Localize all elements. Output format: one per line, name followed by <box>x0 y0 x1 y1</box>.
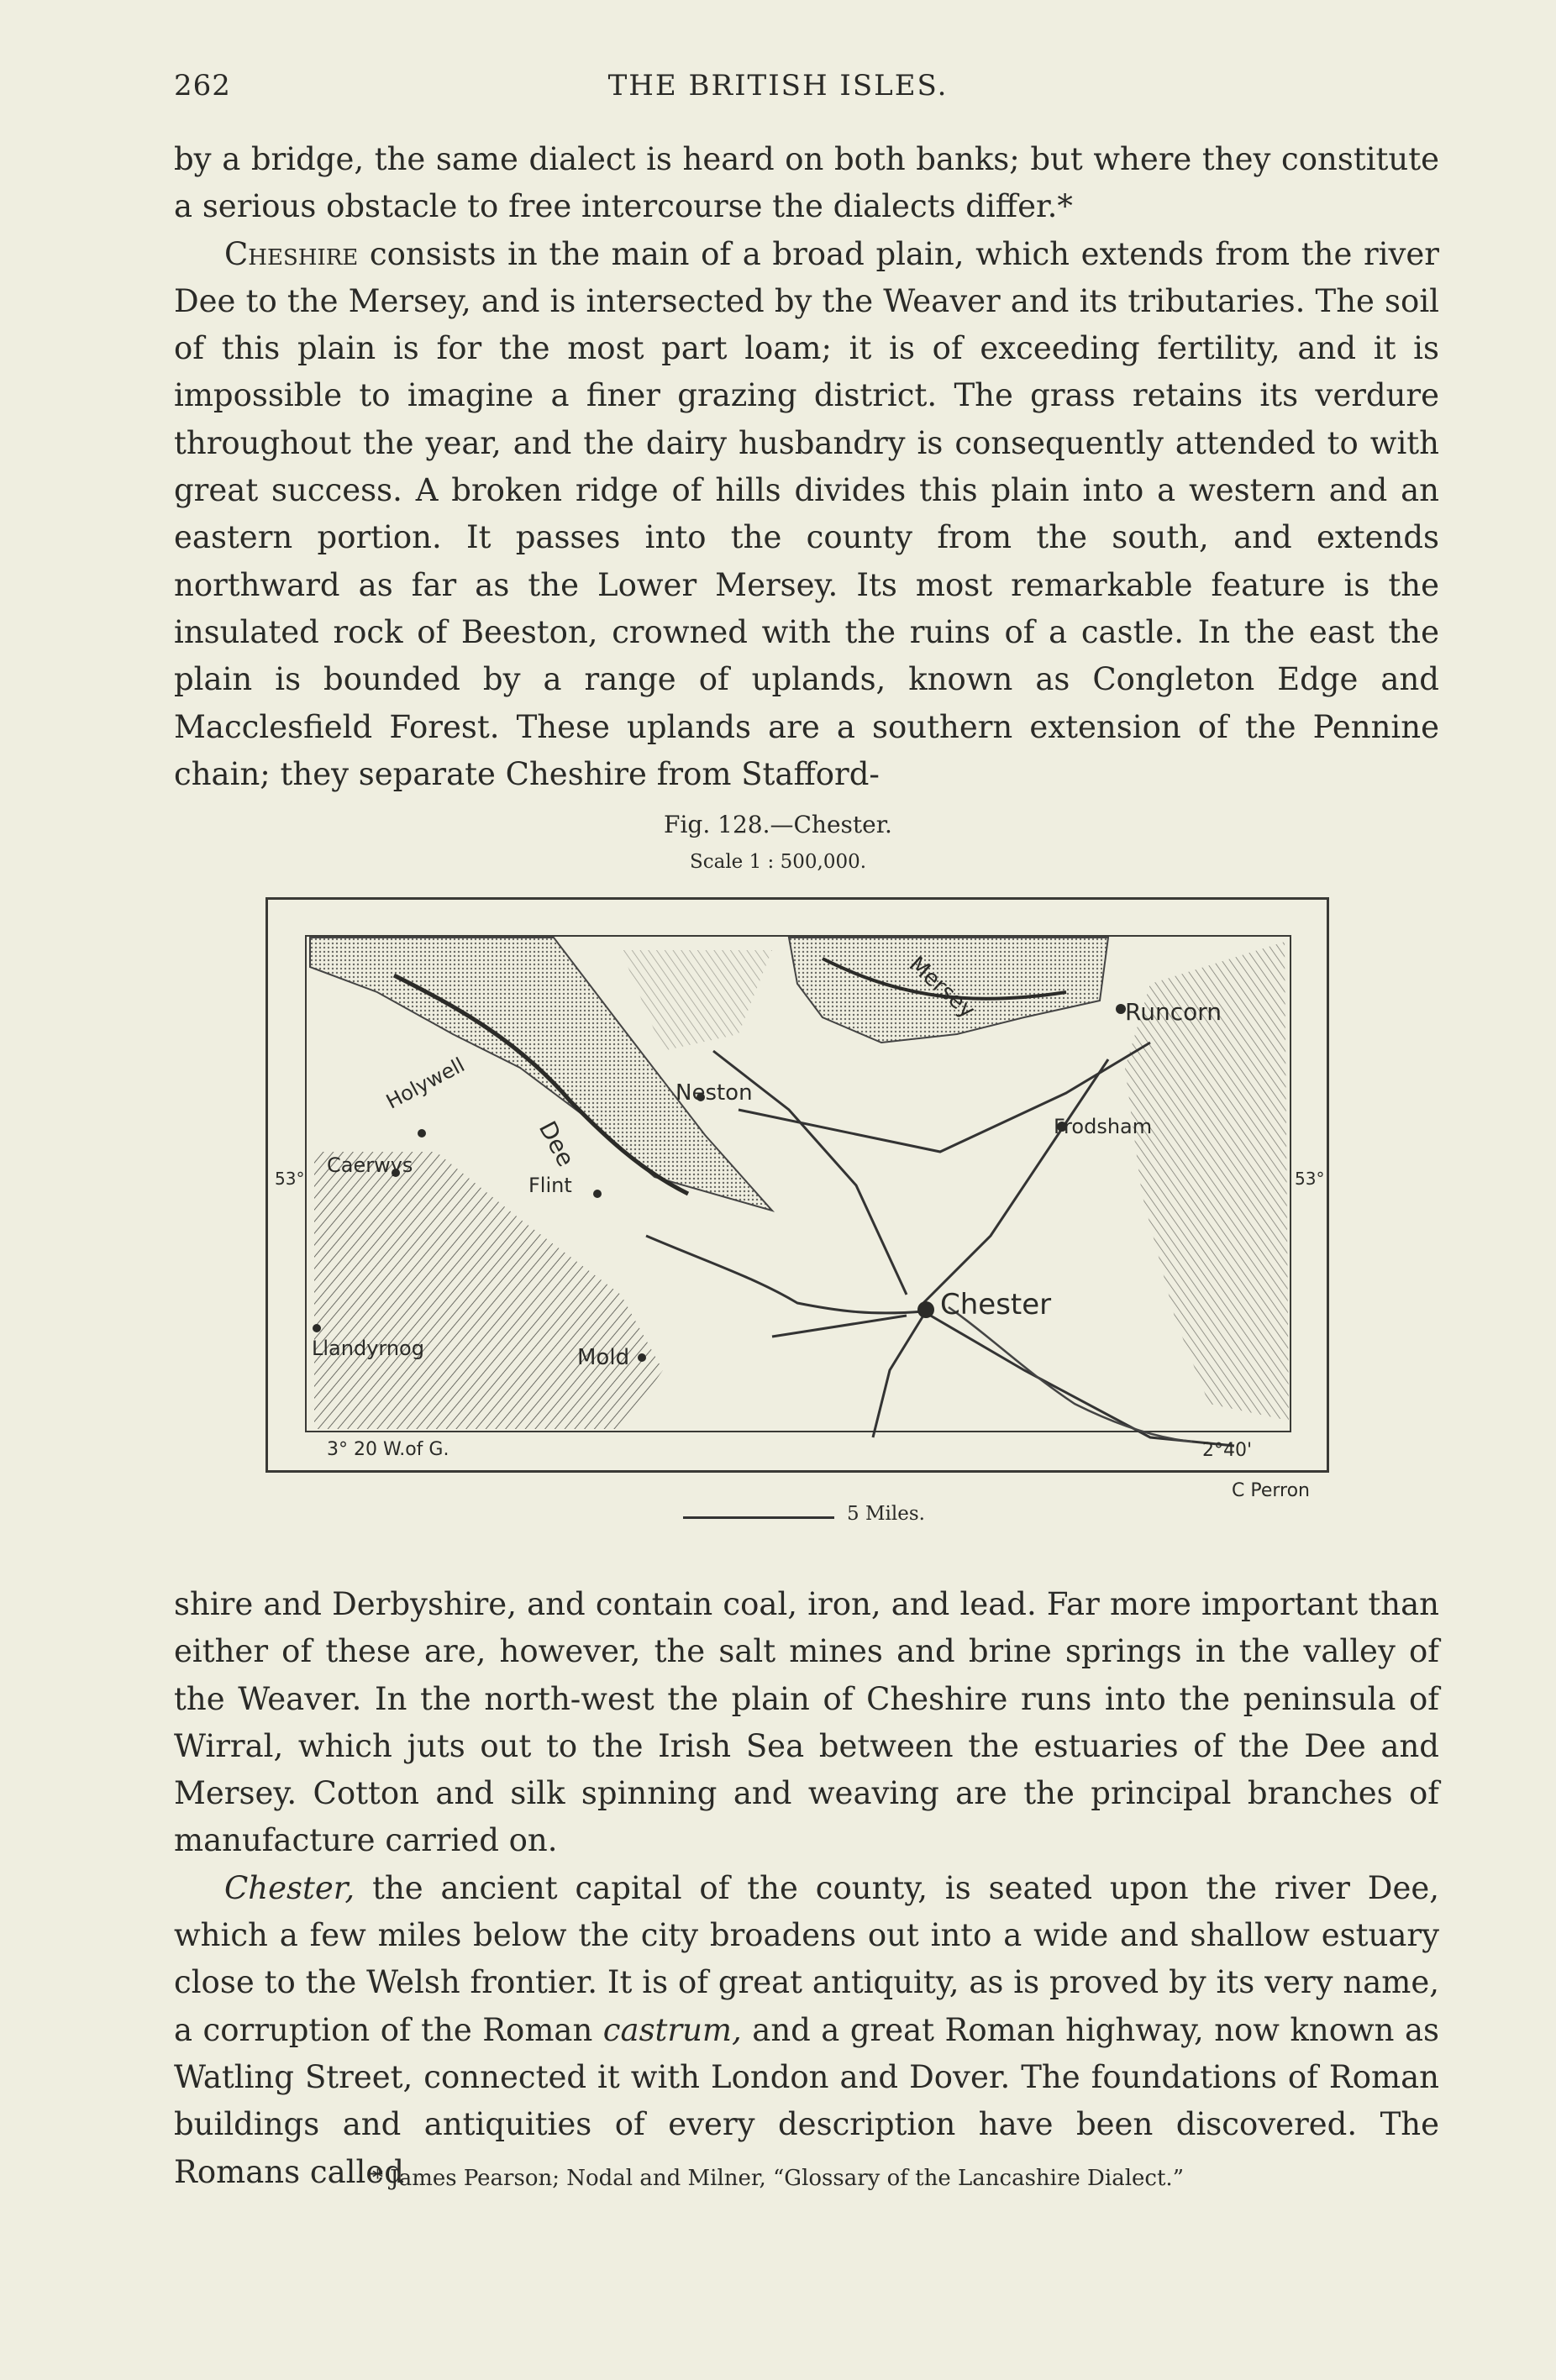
figure-caption: Fig. 128.—Chester. <box>664 811 892 838</box>
label-lat-left: 53° <box>275 1169 305 1189</box>
label-mersey: Mersey <box>903 952 980 1024</box>
text-block-bottom <box>174 1581 1439 2196</box>
mold-marker <box>638 1353 646 1362</box>
chester-marker <box>917 1301 934 1318</box>
label-dee: Dee <box>533 1116 581 1171</box>
label-lat-right: 53° <box>1295 1169 1325 1189</box>
footnote: * James Pearson; Nodal and Milner, “Glossary of the Lancashire Dialect.” <box>372 2166 1184 2191</box>
castrum-word: castrum, <box>602 2011 742 2048</box>
rail-line-6 <box>873 1316 923 1437</box>
label-mold: Mold <box>577 1345 630 1370</box>
figure-scale: Scale 1 : 500,000. <box>689 851 867 873</box>
page-header <box>0 69 1556 119</box>
text-block-top <box>174 136 1439 798</box>
label-caerwys: Caerwys <box>327 1153 413 1177</box>
scale-bar-line <box>683 1516 834 1519</box>
llandyrnog-marker <box>313 1324 321 1332</box>
rail-line-4 <box>923 1059 1108 1303</box>
map-credit: C Perron <box>1232 1480 1310 1501</box>
label-runcorn: Runcorn <box>1125 998 1222 1026</box>
label-lon-left: 3° 20 W.of G. <box>327 1439 449 1460</box>
holywell-marker <box>418 1129 426 1137</box>
label-frodsham: Frodsham <box>1054 1115 1153 1138</box>
running-title: THE BRITISH ISLES. <box>607 69 949 102</box>
map-illustration <box>268 900 1327 1470</box>
flint-marker <box>593 1190 602 1198</box>
rail-line-1 <box>646 1236 923 1313</box>
paragraph-1: by a bridge, the same dialect is heard on both banks; but where they constitute a serious obstacle to free intercourse the dialects differ.* <box>174 141 1439 225</box>
rail-line-7 <box>772 1316 907 1337</box>
label-neston: Neston <box>675 1080 753 1106</box>
wirral-hills <box>621 950 772 1051</box>
page-number: 262 <box>174 69 231 102</box>
label-chester: Chester <box>940 1288 1052 1321</box>
paragraph-3: shire and Derbyshire, and contain coal, iron, and lead. Far more important than either of these are, however, the salt mines and brine springs in the valley of the Weaver. In the north-west the plain of Cheshire runs into the peninsula of Wirral, which juts out to the Irish Sea between the estuaries of the Dee and Mersey. Cotton and silk spinning and weaving are the principal branches of manufacture carried on. <box>174 1586 1439 1859</box>
cheshire-lead: Cheshire <box>224 235 359 272</box>
paragraph-4-text-1: the ancient capital of the county, is seated upon the river Dee, which a few miles below the city broadens out into a wide and shallow estuary close to the Welsh frontier. It is of great antiquity, as is proved by its very name, a corruption of the Roman <box>174 1869 1439 2048</box>
paragraph-2 <box>174 231 1439 799</box>
label-flint: Flint <box>528 1174 572 1197</box>
map-figure <box>265 897 1329 1473</box>
label-lon-right: 2°40' <box>1202 1440 1253 1461</box>
label-holywell: Holywell <box>382 1053 469 1114</box>
chester-lead: Chester, <box>224 1869 355 1906</box>
dee-river-upper <box>949 1307 1192 1442</box>
label-llandyrnog: Llandyrnog <box>312 1337 424 1360</box>
welsh-hills <box>314 1152 663 1429</box>
paragraph-4 <box>174 1865 1439 2196</box>
paragraph-2-text: consists in the main of a broad plain, which extends from the river Dee to the Mersey, and is intersected by the Weaver and its tributaries. The soil of this plain is for the most part loam; it is of exceeding fertility, and it is impossible to imagine a finer grazing district. The grass retains its verdure throughout the year, and the dairy husbandry is consequently attended to with great success. A broken ridge of hills divides this plain into a western and an eastern portion. It passes into the county from the south, and extends northward as far as the Lower Mersey. Its most remarkable feature is the insulated rock of Beeston, crowned with the ruins of a castle. In the east the plain is bounded by a range of uplands, known as Congleton Edge and Macclesfield Forest. These uplands are a southern extension of the Pennine chain; they separate Cheshire from Stafford- <box>174 235 1439 792</box>
paragraph-4-text-2: and a great Roman highway, now known as Watling Street, connected it with London and Dover. The foundations of Roman buildings and antiquities of every description have been discovered. The Romans called <box>174 2011 1439 2190</box>
scale-bar-label: 5 Miles. <box>847 1503 925 1525</box>
